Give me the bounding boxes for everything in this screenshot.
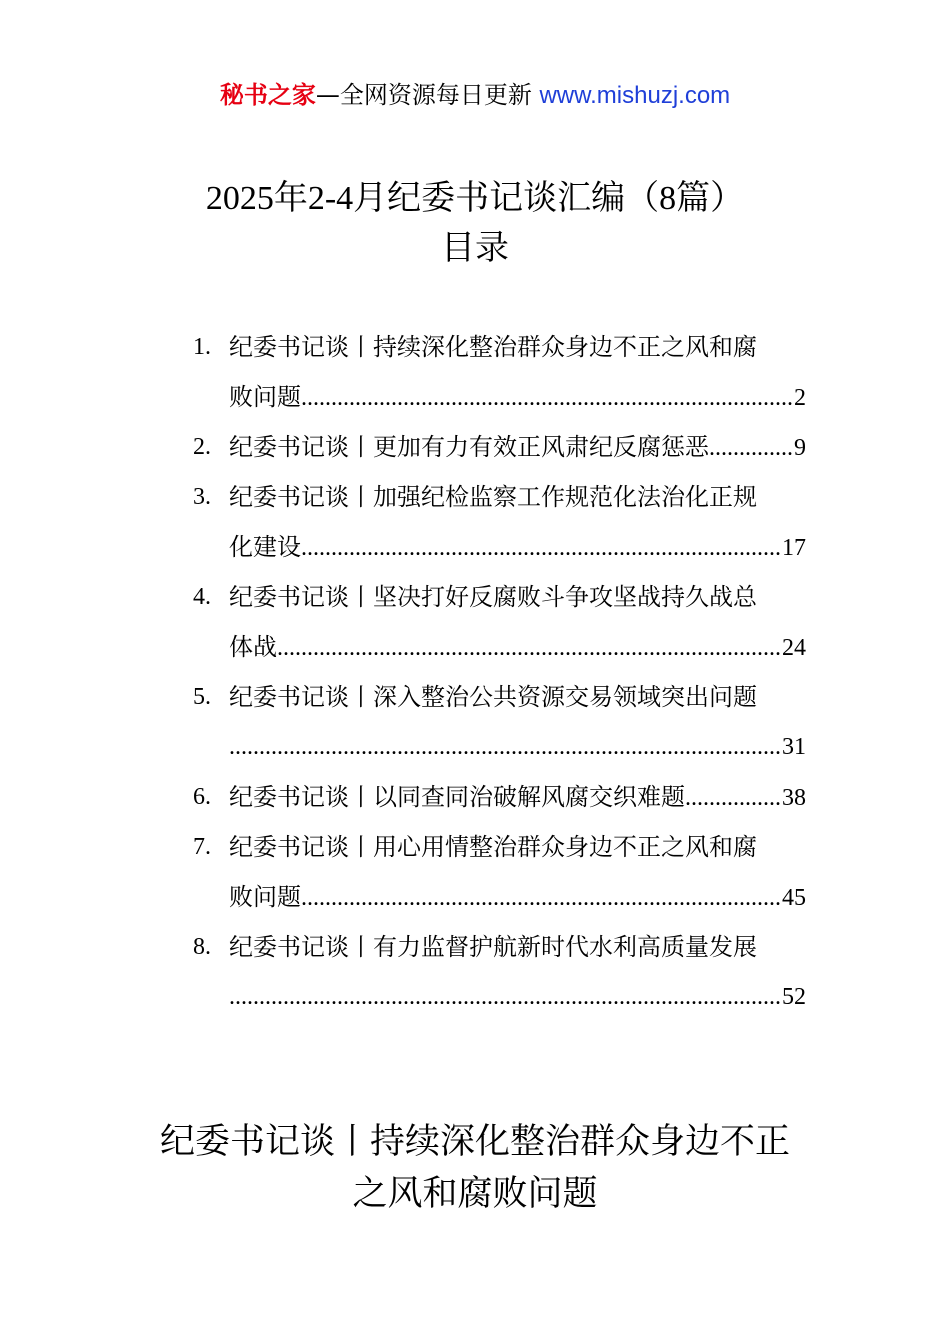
title-count: 8	[659, 180, 677, 217]
title-month-range: 2-4	[307, 180, 354, 217]
section-title-line-1: 纪委书记谈丨持续深化整治群众身边不正	[159, 1122, 790, 1162]
toc-dot-leader	[229, 972, 782, 1022]
title-text-1: 年	[273, 178, 308, 218]
toc-entry[interactable]	[193, 322, 806, 422]
toc-entry-title-continued: 败问题	[229, 883, 301, 911]
toc-entry[interactable]	[193, 572, 806, 672]
toc-entry[interactable]	[193, 822, 806, 922]
toc-entry-number: 8.	[193, 934, 211, 960]
toc-dot-leader	[685, 773, 782, 822]
toc-entry-number: 1.	[193, 334, 211, 360]
toc-entry-title: 纪委书记谈丨深入整治公共资源交易领域突出问题	[229, 683, 757, 711]
toc-entry-title-continued: 体战	[229, 633, 277, 661]
toc-entry[interactable]	[193, 772, 806, 822]
toc-entry-title: 纪委书记谈丨坚决打好反腐败斗争攻坚战持久战总	[229, 583, 757, 611]
toc-entry-number: 3.	[193, 484, 211, 510]
toc-entry-number: 5.	[193, 684, 211, 710]
toc-page-number: 31	[782, 734, 806, 760]
toc-entry-title: 纪委书记谈丨更加有力有效正风肃纪反腐惩恶	[229, 433, 709, 461]
toc-entry-title: 纪委书记谈丨以同查同治破解风腐交织难题	[229, 783, 685, 811]
toc-entry-title: 纪委书记谈丨持续深化整治群众身边不正之风和腐	[229, 333, 757, 361]
toc-page-number: 52	[782, 984, 806, 1010]
toc-page-number: 9	[794, 435, 806, 461]
toc-page-number: 38	[782, 785, 806, 811]
toc-entry-number: 6.	[193, 784, 211, 810]
toc-heading: 目录	[441, 228, 509, 268]
toc-page-number: 2	[794, 385, 806, 411]
toc-entry[interactable]	[193, 422, 806, 472]
title-text-2: 月纪委书记谈汇编（	[353, 178, 660, 218]
toc-entry[interactable]	[193, 672, 806, 772]
toc-dot-leader	[277, 623, 782, 672]
brand-name: 秘书之家	[219, 81, 316, 109]
toc-dot-leader	[229, 722, 782, 772]
toc-entry-number: 4.	[193, 584, 211, 610]
toc-entry[interactable]	[193, 922, 806, 1022]
section-title-line-2: 之风和腐败问题	[352, 1174, 598, 1214]
toc-entry-title: 纪委书记谈丨用心用情整治群众身边不正之风和腐	[229, 833, 757, 861]
toc-entry-number: 7.	[193, 834, 211, 860]
toc-page-number: 17	[782, 535, 806, 561]
title-year: 2025	[205, 180, 274, 217]
site-tagline: —全网资源每日更新	[315, 81, 540, 109]
toc-dot-leader	[301, 873, 782, 922]
table-of-contents	[193, 322, 806, 1022]
toc-dot-leader	[301, 373, 794, 422]
toc-entry-title-continued: 化建设	[229, 533, 301, 561]
toc-page-number: 45	[782, 885, 806, 911]
toc-entry-title-continued: 败问题	[229, 383, 301, 411]
toc-entry[interactable]	[193, 472, 806, 572]
document-title	[0, 172, 950, 225]
toc-entry-title: 纪委书记谈丨加强纪检监察工作规范化法治化正规	[229, 483, 757, 511]
section-title	[0, 1116, 950, 1220]
toc-entry-number: 2.	[193, 434, 211, 460]
toc-dot-leader	[301, 523, 782, 572]
toc-page-number: 24	[782, 635, 806, 661]
title-text-3: 篇）	[676, 178, 745, 218]
site-header	[0, 78, 950, 113]
toc-dot-leader	[709, 423, 794, 472]
toc-entry-title: 纪委书记谈丨有力监督护航新时代水利高质量发展	[229, 933, 757, 961]
site-url-link[interactable]: www.mishuzj.com	[539, 82, 731, 109]
